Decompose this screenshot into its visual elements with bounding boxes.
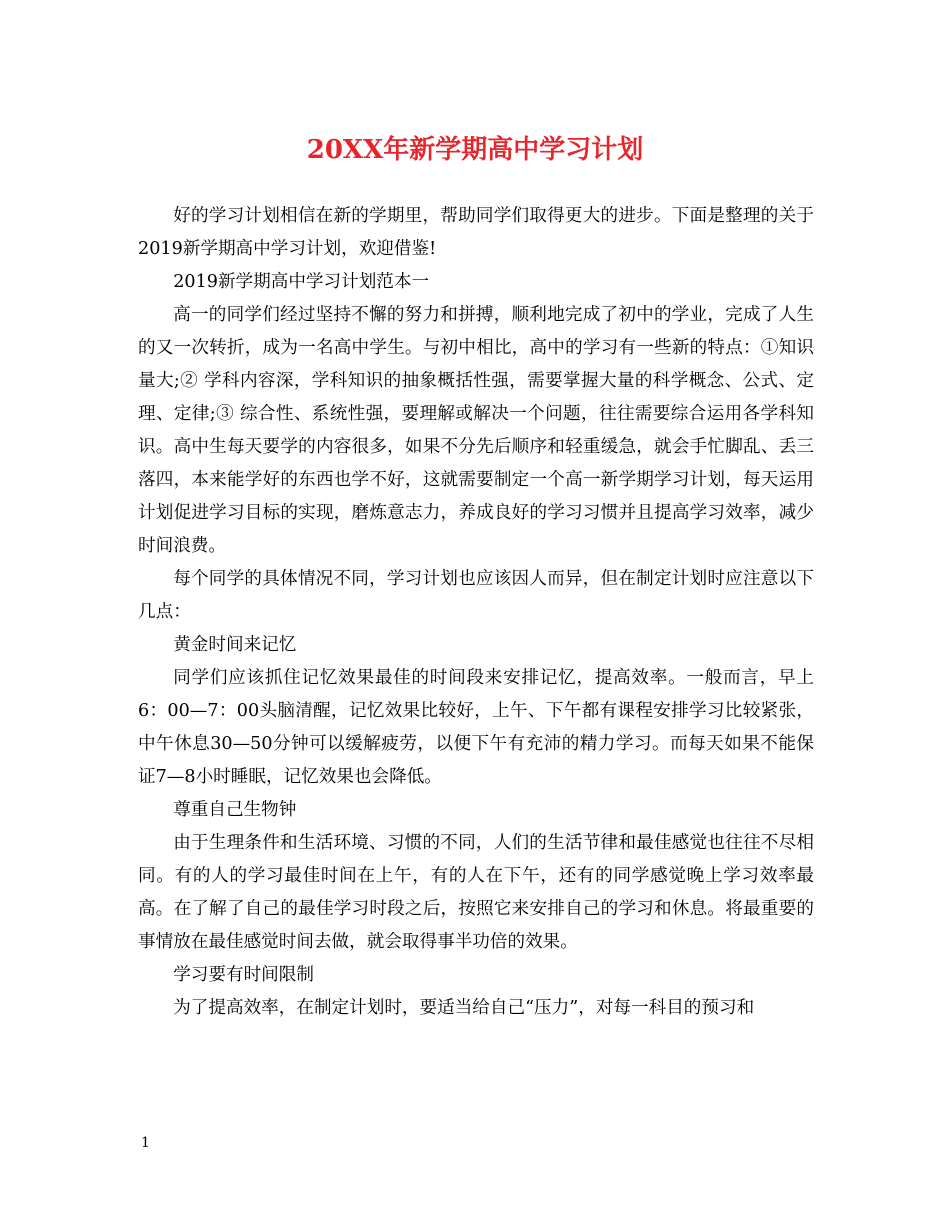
body-paragraph-high-school-features: 高一的同学们经过坚持不懈的努力和拼搏，顺利地完成了初中的学业，完成了人生的又一次转折，成为一名高中学生。与初中相比，高中的学习有一些新的特点：①知识量大;② 学科内容深，学科知识的抽象概括性强，需要掌握大量的科学概念、公式、定理、定律;③ 综合性、系统性强，要理解或解决一个问题，往往需要综合运用各学科知识。高中生每天要学的内容很多，如果不分先后顺序和轻重缓急，就会手忙脚乱、丢三落四，本来能学好的东西也学不好，这就需要制定一个高一新学期学习计划，每天运用计划促进学习目标的实现，磨炼意志力，养成良好的学习习惯并且提高学习效率，减少时间浪费。 xyxy=(138,305,814,556)
body-paragraph-biological-clock: 由于生理条件和生活环境、习惯的不同，人们的生活节律和最佳感觉也往往不尽相同。有的人的学习最佳时间在上午，有的人在下午，还有的同学感觉晚上学习效率最高。在了解了自己的最佳学习时段之后，按照它来安排自己的学习和休息。将最重要的事情放在最佳感觉时间去做，就会取得事半功倍的效果。 xyxy=(138,833,814,952)
document-body xyxy=(138,200,814,1025)
subheading-golden-time: 黄金时间来记忆 xyxy=(173,635,297,655)
subheading-biological-clock: 尊重自己生物钟 xyxy=(173,800,297,820)
page-number: 1 xyxy=(141,1135,150,1151)
subheading-time-limit: 学习要有时间限制 xyxy=(173,965,314,985)
body-paragraph-time-limit: 为了提高效率，在制定计划时，要适当给自己“压力”，对每一科目的预习和 xyxy=(173,998,755,1018)
section-heading-sample-one: 2019新学期高中学习计划范本一 xyxy=(173,272,430,292)
intro-paragraph: 好的学习计划相信在新的学期里，帮助同学们取得更大的进步。下面是整理的关于2019新学期高中学习计划，欢迎借鉴! xyxy=(138,206,814,259)
body-paragraph-memory: 同学们应该抓住记忆效果最佳的时间段来安排记忆，提高效率。一般而言，早上6：00—7：00头脑清醒，记忆效果比较好，上午、下午都有课程安排学习比较紧张，中午休息30—50分钟可以缓解疲劳，以便下午有充沛的精力学习。而每天如果不能保证7—8小时睡眠，记忆效果也会降低。 xyxy=(138,668,814,787)
body-paragraph-notes: 每个同学的具体情况不同，学习计划也应该因人而异，但在制定计划时应注意以下几点： xyxy=(138,569,814,622)
document-title: 20XX年新学期高中学习计划 xyxy=(306,135,644,165)
